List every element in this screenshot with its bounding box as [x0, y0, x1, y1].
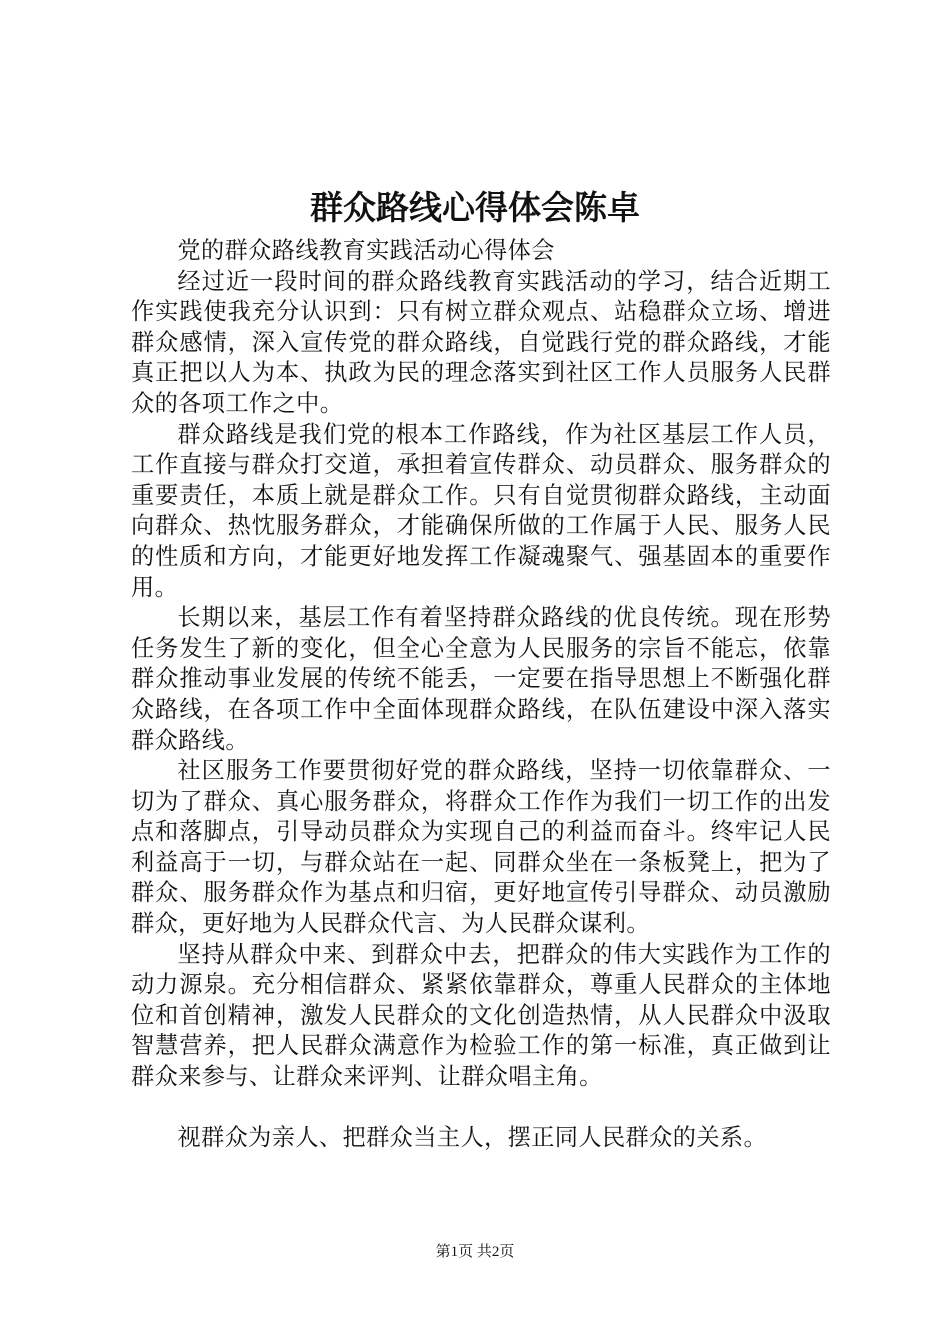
paragraph-5: 坚持从群众中来、到群众中去，把群众的伟大实践作为工作的动力源泉。充分相信群众、紧紧依靠群众，尊重人民群众的主体地位和首创精神，激发人民群众的文化创造热情，从人民群众中汲取智慧营养，把人民群众满意作为检验工作的第一标准，真正做到让群众来参与、让群众来评判、让群众唱主角。: [131, 940, 831, 1091]
document-body: [131, 236, 831, 1153]
paragraph-6: 视群众为亲人、把群众当主人，摆正同人民群众的关系。: [177, 1123, 768, 1151]
paragraph-2: 群众路线是我们党的根本工作路线，作为社区基层工作人员，工作直接与群众打交道，承担着宣传群众、动员群众、服务群众的重要责任，本质上就是群众工作。只有自觉贯彻群众路线，主动面向群众、热忱服务群众，才能确保所做的工作属于人民、服务人民的性质和方向，才能更好地发挥工作凝魂聚气、强基固本的重要作用。: [131, 420, 831, 601]
page-number-footer: 第1页 共2页: [435, 1244, 515, 1260]
paragraph-3: 长期以来，基层工作有着坚持群众路线的优良传统。现在形势任务发生了新的变化，但全心全意为人民服务的宗旨不能忘，依靠群众推动事业发展的传统不能丢，一定要在指导思想上不断强化群众路线，在各项工作中全面体现群众路线，在队伍建设中深入落实群众路线。: [131, 604, 831, 754]
page-title: 群众路线心得体会陈卓: [310, 188, 640, 227]
document-subtitle: 党的群众路线教育实践活动心得体会: [177, 237, 555, 264]
paragraph-1: 经过近一段时间的群众路线教育实践活动的学习，结合近期工作实践使我充分认识到：只有树立群众观点、站稳群众立场、增进群众感情，深入宣传党的群众路线，自觉践行党的群众路线，才能真正把以人为本、执政为民的理念落实到社区工作人员服务人民群众的各项工作之中。: [131, 267, 831, 417]
paragraph-4: 社区服务工作要贯彻好党的群众路线，坚持一切依靠群众、一切为了群众、真心服务群众，将群众工作作为我们一切工作的出发点和落脚点，引导动员群众为实现自己的利益而奋斗。终牢记人民利益高于一切，与群众站在一起、同群众坐在一条板凳上，把为了群众、服务群众作为基点和归宿，更好地宣传引导群众、动员激励群众，更好地为人民群众代言、为人民群众谋利。: [131, 757, 831, 938]
